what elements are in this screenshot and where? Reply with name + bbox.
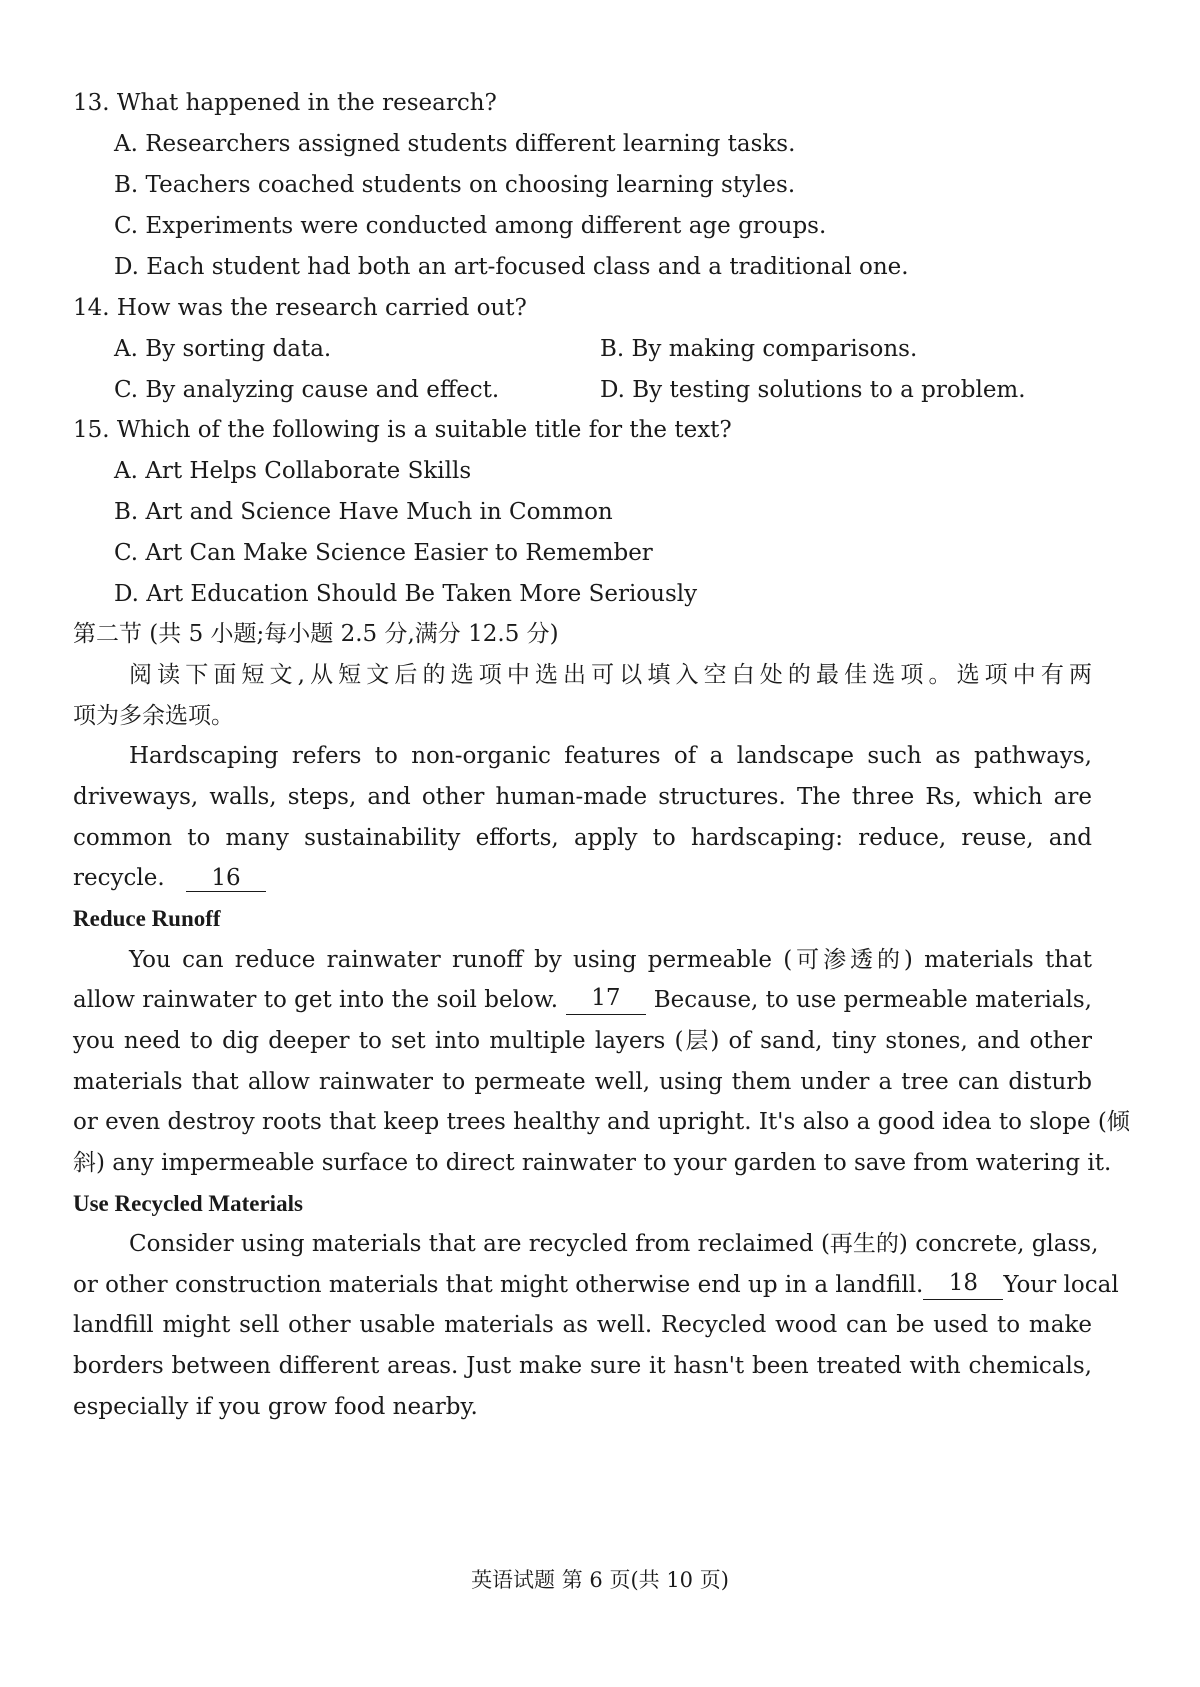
passage-p3-line-5: especially if you grow food nearby. [73, 1394, 478, 1420]
passage-p3-line-2 [73, 1270, 1119, 1300]
page-footer: 英语试题 第 6 页(共 10 页) [471, 1568, 729, 1592]
question-15-option-a: A. Art Helps Collaborate Skills [114, 458, 472, 484]
blank-17[interactable]: 17 [566, 985, 646, 1015]
passage-p2-line-1: You can reduce rainwater runoff by using permeable (可渗透的) materials that [129, 947, 1092, 973]
passage-p1-line-4 [73, 863, 1092, 893]
section-instructions-line-2: 项为多余选项。 [73, 703, 234, 729]
passage-p3-text-b: Your local [1003, 1272, 1119, 1298]
question-15-option-c: C. Art Can Make Science Easier to Remember [114, 540, 653, 566]
passage-p3-line-4: borders between different areas. Just make sure it hasn't been treated with chemicals, [73, 1353, 1092, 1379]
passage-p2-line-5: or even destroy roots that keep trees healthy and upright. It's also a good idea to slope (倾 [73, 1109, 1130, 1135]
question-14-option-a: A. By sorting data. [114, 336, 332, 362]
passage-p3-line-1: Consider using materials that are recycled from reclaimed (再生的) concrete, glass, [129, 1231, 1099, 1257]
passage-p2-text-a: allow rainwater to get into the soil below. [73, 987, 559, 1013]
question-13-option-a: A. Researchers assigned students different learning tasks. [114, 131, 796, 157]
passage-p1-line-2: driveways, walls, steps, and other human-made structures. The three Rs, which are [73, 784, 1092, 810]
question-14-option-b: B. By making comparisons. [600, 336, 918, 362]
question-15-stem: 15. Which of the following is a suitable title for the text? [73, 417, 732, 443]
question-15-option-d: D. Art Education Should Be Taken More Seriously [114, 581, 698, 607]
subheading-use-recycled-materials: Use Recycled Materials [73, 1191, 303, 1216]
question-14-stem: 14. How was the research carried out? [73, 295, 527, 321]
passage-p2-line-4: materials that allow rainwater to permeate well, using them under a tree can disturb [73, 1069, 1092, 1095]
question-14-option-d: D. By testing solutions to a problem. [600, 377, 1026, 403]
question-13-option-d: D. Each student had both an art-focused class and a traditional one. [114, 254, 909, 280]
question-15-option-b: B. Art and Science Have Much in Common [114, 499, 613, 525]
passage-p1-line-1: Hardscaping refers to non-organic features of a landscape such as pathways, [129, 743, 1092, 769]
blank-18[interactable]: 18 [923, 1270, 1003, 1300]
passage-p3-line-3: landfill might sell other usable materials as well. Recycled wood can be used to make [73, 1312, 1092, 1338]
passage-p3-text-a: or other construction materials that might otherwise end up in a landfill. [73, 1272, 924, 1298]
question-14-option-c: C. By analyzing cause and effect. [114, 377, 500, 403]
subheading-reduce-runoff: Reduce Runoff [73, 906, 221, 931]
passage-p1-line-3: common to many sustainability efforts, apply to hardscaping: reduce, reuse, and [73, 825, 1092, 851]
section-heading: 第二节 (共 5 小题;每小题 2.5 分,满分 12.5 分) [73, 621, 559, 647]
question-13-option-c: C. Experiments were conducted among different age groups. [114, 213, 827, 239]
passage-p2-line-2 [73, 985, 1092, 1015]
blank-16[interactable]: 16 [186, 865, 266, 892]
question-13-option-b: B. Teachers coached students on choosing learning styles. [114, 172, 796, 198]
passage-p2-line-6: 斜) any impermeable surface to direct rainwater to your garden to save from watering it. [73, 1150, 1112, 1176]
passage-p1-text: recycle. [73, 865, 165, 891]
question-13-stem: 13. What happened in the research? [73, 90, 497, 116]
passage-p2-text-b: Because, to use permeable materials, [653, 987, 1092, 1013]
section-instructions-line-1: 阅读下面短文,从短文后的选项中选出可以填入空白处的最佳选项。选项中有两 [129, 662, 1092, 688]
passage-p2-line-3: you need to dig deeper to set into multiple layers (层) of sand, tiny stones, and other [73, 1028, 1092, 1054]
